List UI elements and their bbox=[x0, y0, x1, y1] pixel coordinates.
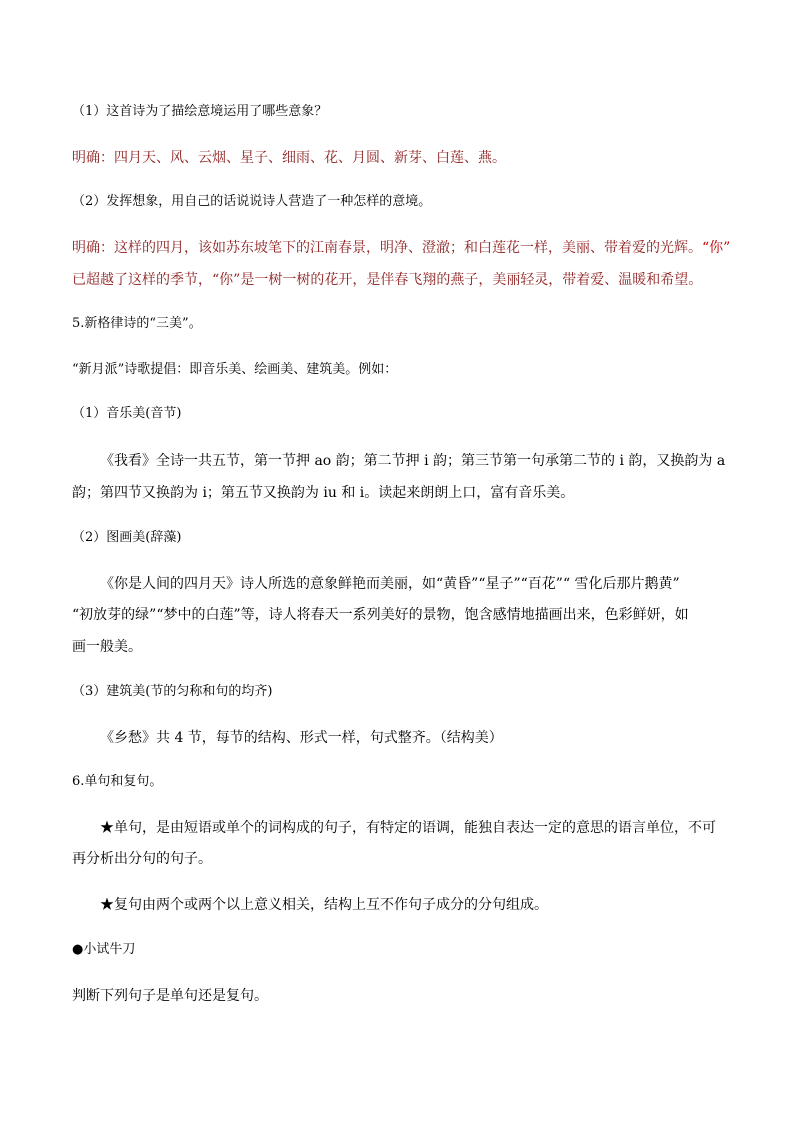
architecture-beauty-title: （3）建筑美(节的匀称和句的均齐) bbox=[72, 684, 273, 699]
music-beauty-body-2: 韵；第四节又换韵为 i；第五节又换韵为 iu 和 i。读起来朗朗上口，富有音乐美。 bbox=[72, 485, 575, 501]
complex-sentence-def: ★复句由两个或两个以上意义相关，结构上互不作句子成分的分句组成。 bbox=[100, 897, 548, 913]
answer-2-line-2: 已超越了这样的季节，“你”是一树一树的花开，是伴春飞翔的燕子，美丽轻灵，带着爱、温暖和希望。 bbox=[72, 272, 703, 288]
music-beauty-body-1: 《我看》全诗一共五节，第一节押 ao 韵；第二节押 i 韵；第三节第一句承第二节的 i 韵，又换韵为 a bbox=[100, 453, 726, 469]
painting-beauty-body-2: “初放芽的绿”“梦中的白莲”等，诗人将春天一系列美好的景物，饱含感情地描画出来，色彩鲜妍，如 bbox=[72, 607, 689, 623]
painting-beauty-body-3: 画一般美。 bbox=[72, 639, 142, 655]
music-beauty-title: （1）音乐美(音节) bbox=[72, 406, 182, 421]
practice-task: 判断下列句子是单句还是复句。 bbox=[72, 988, 268, 1004]
question-1: （1）这首诗为了描绘意境运用了哪些意象？ bbox=[72, 104, 328, 119]
practice-heading: ●小试牛刀 bbox=[72, 942, 136, 957]
simple-sentence-def-2: 再分析出分句的句子。 bbox=[72, 851, 212, 867]
answer-2-quote: “你” bbox=[702, 240, 731, 256]
answer-2-line-1 bbox=[72, 238, 731, 258]
answer-2-text: 明确：这样的四月，该如苏东坡笔下的江南春景，明净、澄澈；和白莲花一样，美丽、带着爱的光辉。 bbox=[72, 240, 702, 256]
section-6-heading: 6.单句和复句。 bbox=[72, 774, 163, 789]
section-5-heading: 5.新格律诗的“三美”。 bbox=[72, 316, 202, 331]
painting-beauty-body-1: 《你是人间的四月天》诗人所选的意象鲜艳而美丽，如“黄昏”“星子”“百花”“ 雪化后那片鹅黄” bbox=[100, 576, 680, 592]
question-2: （2）发挥想象，用自己的话说说诗人营造了一种怎样的意境。 bbox=[72, 194, 432, 209]
section-5-intro: “新月派”诗歌提倡：即音乐美、绘画美、建筑美。例如： bbox=[72, 362, 398, 377]
painting-beauty-title: （2）图画美(辞藻) bbox=[72, 530, 182, 545]
answer-1: 明确：四月天、风、云烟、星子、细雨、花、月圆、新芽、白莲、燕。 bbox=[72, 150, 506, 166]
simple-sentence-def-1: ★单句，是由短语或单个的词构成的句子，有特定的语调，能独自表达一定的意思的语言单位，不可 bbox=[100, 820, 716, 836]
architecture-beauty-body: 《乡愁》共 4 节，每节的结构、形式一样，句式整齐。（结构美） bbox=[100, 730, 503, 746]
